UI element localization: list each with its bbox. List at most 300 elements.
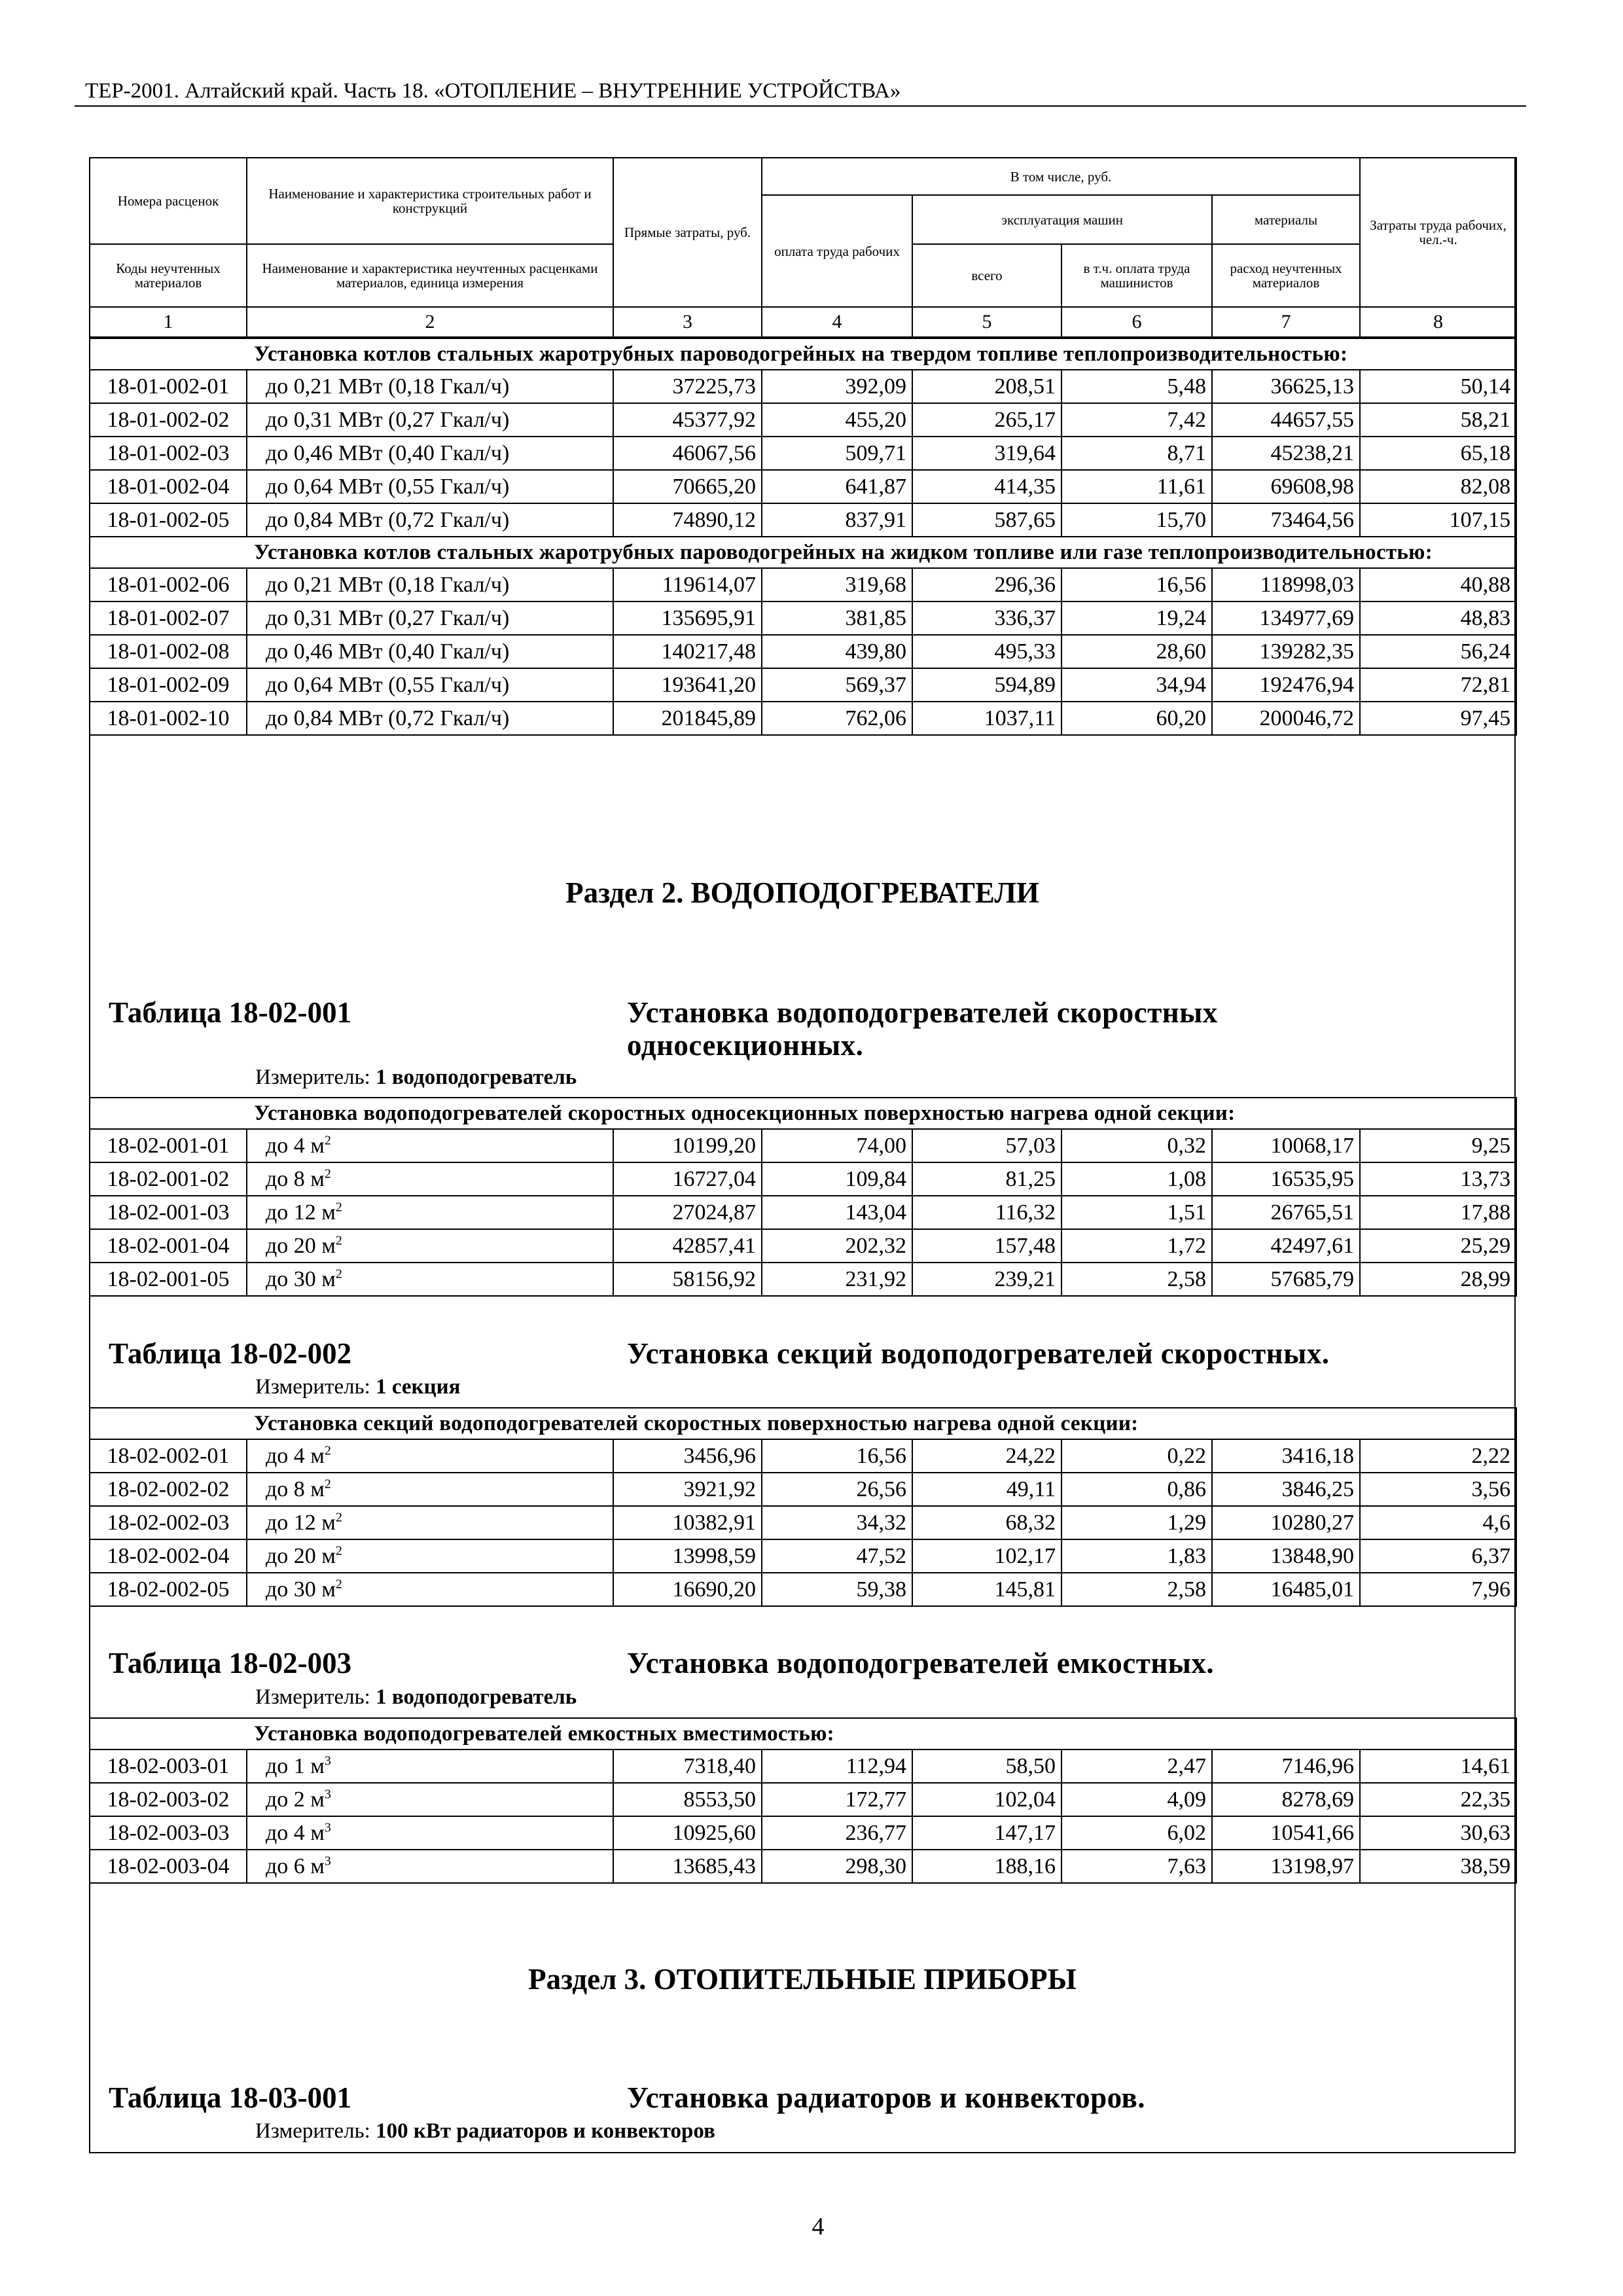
column-index: 4 — [762, 307, 912, 337]
header-uncounted-materials: расход неучтенных материалов — [1212, 244, 1360, 307]
header-rule — [75, 105, 1526, 107]
cell-value: 50,14 — [1360, 370, 1516, 403]
meter-label: Измеритель: — [255, 1685, 370, 1709]
cell-value: 134977,69 — [1212, 601, 1360, 635]
cell-description: до 0,46 МВт (0,40 Гкал/ч) — [247, 437, 613, 470]
meter-label: Измеритель: — [255, 1066, 370, 1089]
page-number: 4 — [812, 2213, 825, 2240]
cell-value: 10541,66 — [1212, 1816, 1360, 1850]
cell-description — [247, 1196, 613, 1229]
unit-exponent: 2 — [335, 1577, 342, 1592]
table-18-03-001-meter — [255, 2118, 715, 2144]
cell-value: 6,02 — [1061, 1816, 1212, 1850]
cell-value: 26,56 — [762, 1473, 912, 1506]
cell-value: 3921,92 — [613, 1473, 762, 1506]
column-index: 7 — [1212, 307, 1360, 337]
table-row — [90, 1196, 1516, 1229]
cell-description — [247, 1229, 613, 1263]
unit: м — [310, 1820, 325, 1845]
cell-value: 19,24 — [1061, 601, 1212, 635]
table-18-02-002-meter — [255, 1374, 460, 1400]
cell-value: 202,32 — [762, 1229, 912, 1263]
cell-description — [247, 1539, 613, 1573]
cell-code: 18-02-001-02 — [90, 1162, 247, 1196]
table-row — [90, 1539, 1516, 1573]
table-row — [90, 1573, 1516, 1606]
cell-value: 837,91 — [762, 503, 912, 537]
cell-code: 18-02-002-02 — [90, 1473, 247, 1506]
size-value: до 4 — [266, 1133, 305, 1158]
cell-value: 28,99 — [1360, 1263, 1516, 1296]
table-row — [90, 1473, 1516, 1506]
size-value: до 20 — [266, 1543, 316, 1568]
column-header — [89, 157, 1517, 338]
header-worker-pay: оплата труда рабочих — [762, 195, 912, 307]
cell-value: 139282,35 — [1212, 635, 1360, 668]
cell-value: 58156,92 — [613, 1263, 762, 1296]
cell-code: 18-02-003-04 — [90, 1850, 247, 1883]
cell-value: 147,17 — [912, 1816, 1061, 1850]
cell-description — [247, 1749, 613, 1783]
table-row — [90, 370, 1516, 403]
cell-code: 18-01-002-01 — [90, 370, 247, 403]
unit-exponent: 2 — [335, 1543, 342, 1558]
cell-value: 81,25 — [912, 1162, 1061, 1196]
cell-value: 8278,69 — [1212, 1783, 1360, 1816]
running-header: ТЕР-2001. Алтайский край. Часть 18. «ОТОПЛЕНИЕ – ВНУТРЕННИЕ УСТРОЙСТВА» — [85, 79, 901, 103]
cell-code: 18-01-002-02 — [90, 403, 247, 437]
cell-value: 5,48 — [1061, 370, 1212, 403]
cell-value: 236,77 — [762, 1816, 912, 1850]
cell-value: 34,32 — [762, 1506, 912, 1539]
table-18-02-001-title: Установка водоподогревателей скоростных односекционных. — [627, 996, 1218, 1062]
cell-description — [247, 1162, 613, 1196]
unit-exponent: 3 — [324, 1854, 331, 1869]
group-heading: Установка секций водоподогревателей скоростных поверхностью нагрева одной секции: — [90, 1408, 1516, 1439]
table-18-02-003-code: Таблица 18-02-003 — [109, 1647, 352, 1679]
cell-value: 13848,90 — [1212, 1539, 1360, 1573]
cell-value: 509,71 — [762, 437, 912, 470]
cell-value: 58,50 — [912, 1749, 1061, 1783]
unit: м — [310, 1166, 325, 1191]
size-value: до 4 — [266, 1820, 305, 1845]
size-value: до 12 — [266, 1200, 316, 1225]
cell-value: 10382,91 — [613, 1506, 762, 1539]
table-18-03-001-code: Таблица 18-03-001 — [109, 2081, 352, 2114]
cell-code: 18-02-001-01 — [90, 1129, 247, 1162]
cell-code: 18-02-002-01 — [90, 1439, 247, 1473]
cell-value: 102,17 — [912, 1539, 1061, 1573]
cell-value: 6,37 — [1360, 1539, 1516, 1573]
cell-value: 16690,20 — [613, 1573, 762, 1606]
size-value: до 4 — [266, 1443, 305, 1468]
cell-value: 47,52 — [762, 1539, 912, 1573]
table-row — [90, 437, 1516, 470]
table-row — [90, 1263, 1516, 1296]
cell-value: 569,37 — [762, 668, 912, 702]
unit: м — [310, 1477, 325, 1501]
unit-exponent: 3 — [324, 1820, 331, 1835]
group-heading-row — [90, 338, 1516, 370]
cell-value: 231,92 — [762, 1263, 912, 1296]
cell-code: 18-02-001-05 — [90, 1263, 247, 1296]
cell-value: 8553,50 — [613, 1783, 762, 1816]
size-value: до 8 — [266, 1166, 305, 1191]
cell-value: 1,83 — [1061, 1539, 1212, 1573]
cell-value: 319,64 — [912, 437, 1061, 470]
cell-value: 45377,92 — [613, 403, 762, 437]
table-18-02-002-title: Установка секций водоподогревателей скоростных. — [627, 1337, 1330, 1370]
cell-value: 65,18 — [1360, 437, 1516, 470]
cell-description: до 0,21 МВт (0,18 Гкал/ч) — [247, 568, 613, 601]
size-value: до 1 — [266, 1753, 305, 1778]
unit: м — [321, 1510, 336, 1535]
column-index: 1 — [90, 307, 247, 337]
column-index: 6 — [1061, 307, 1212, 337]
meter-value: 100 кВт радиаторов и конвекторов — [376, 2119, 715, 2143]
cell-value: 193641,20 — [613, 668, 762, 702]
cell-code: 18-01-002-06 — [90, 568, 247, 601]
cell-value: 265,17 — [912, 403, 1061, 437]
column-index: 3 — [613, 307, 762, 337]
cell-value: 0,22 — [1061, 1439, 1212, 1473]
cell-value: 68,32 — [912, 1506, 1061, 1539]
table-18-02-003-title: Установка водоподогревателей емкостных. — [627, 1647, 1215, 1679]
header-material-codes: Коды неучтенных материалов — [90, 244, 247, 307]
cell-value: 157,48 — [912, 1229, 1061, 1263]
cell-value: 172,77 — [762, 1783, 912, 1816]
cell-value: 3456,96 — [613, 1439, 762, 1473]
cell-value: 74,00 — [762, 1129, 912, 1162]
cell-value: 69608,98 — [1212, 470, 1360, 503]
unit-exponent: 2 — [335, 1266, 342, 1282]
cell-value: 46067,56 — [613, 437, 762, 470]
group-heading-row — [90, 1718, 1516, 1749]
header-work-name: Наименование и характеристика строительных работ и конструкций — [247, 158, 613, 244]
cell-description: до 0,31 МВт (0,27 Гкал/ч) — [247, 403, 613, 437]
column-index: 8 — [1360, 307, 1516, 337]
size-value: до 12 — [266, 1510, 316, 1535]
cell-value: 9,25 — [1360, 1129, 1516, 1162]
header-material-names: Наименование и характеристика неучтенных расценками материалов, единица измерения — [247, 244, 613, 307]
cell-value: 56,24 — [1360, 635, 1516, 668]
cell-value: 201845,89 — [613, 702, 762, 735]
cell-value: 414,35 — [912, 470, 1061, 503]
cell-value: 7,42 — [1061, 403, 1212, 437]
cell-value: 439,80 — [762, 635, 912, 668]
section-3-title: Раздел 3. ОТОПИТЕЛЬНЫЕ ПРИБОРЫ — [528, 1963, 1077, 1996]
cell-value: 594,89 — [912, 668, 1061, 702]
cell-code: 18-01-002-05 — [90, 503, 247, 537]
cell-value: 495,33 — [912, 635, 1061, 668]
unit-exponent: 2 — [324, 1133, 331, 1148]
unit-exponent: 2 — [335, 1200, 342, 1215]
table-18-02-001-code: Таблица 18-02-001 — [109, 996, 352, 1029]
cell-code: 18-02-003-01 — [90, 1749, 247, 1783]
meter-label: Измеритель: — [255, 1375, 370, 1399]
cell-value: 40,88 — [1360, 568, 1516, 601]
cell-description: до 0,31 МВт (0,27 Гкал/ч) — [247, 601, 613, 635]
cell-value: 42497,61 — [1212, 1229, 1360, 1263]
header-machines: эксплуатация машин — [912, 195, 1212, 244]
table-row — [90, 1129, 1516, 1162]
cell-code: 18-01-002-04 — [90, 470, 247, 503]
cell-description: до 0,84 МВт (0,72 Гкал/ч) — [247, 702, 613, 735]
size-value: до 30 — [266, 1266, 316, 1291]
table-18-02-003 — [89, 1717, 1517, 1884]
cell-value: 13685,43 — [613, 1850, 762, 1883]
cell-value: 48,83 — [1360, 601, 1516, 635]
cell-value: 13998,59 — [613, 1539, 762, 1573]
cell-value: 57685,79 — [1212, 1263, 1360, 1296]
group-heading: Установка водоподогревателей емкостных вместимостью: — [90, 1718, 1516, 1749]
cell-value: 38,59 — [1360, 1850, 1516, 1883]
cell-value: 30,63 — [1360, 1816, 1516, 1850]
unit-exponent: 2 — [324, 1166, 331, 1181]
table-row — [90, 1783, 1516, 1816]
cell-code: 18-02-002-03 — [90, 1506, 247, 1539]
cell-value: 37225,73 — [613, 370, 762, 403]
cell-value: 13198,97 — [1212, 1850, 1360, 1883]
meter-value: 1 секция — [376, 1375, 461, 1399]
cell-value: 27024,87 — [613, 1196, 762, 1229]
cell-code: 18-01-002-10 — [90, 702, 247, 735]
cell-value: 641,87 — [762, 470, 912, 503]
cell-value: 22,35 — [1360, 1783, 1516, 1816]
unit-exponent: 2 — [335, 1510, 342, 1525]
cell-description — [247, 1263, 613, 1296]
cell-value: 34,94 — [1061, 668, 1212, 702]
size-value: до 2 — [266, 1787, 305, 1812]
cell-value: 102,04 — [912, 1783, 1061, 1816]
column-index: 2 — [247, 307, 613, 337]
table-row — [90, 403, 1516, 437]
cell-value: 14,61 — [1360, 1749, 1516, 1783]
group-heading-row — [90, 1408, 1516, 1439]
cell-description — [247, 1783, 613, 1816]
cell-value: 2,47 — [1061, 1749, 1212, 1783]
cell-code: 18-02-003-03 — [90, 1816, 247, 1850]
cell-value: 42857,41 — [613, 1229, 762, 1263]
cell-value: 16727,04 — [613, 1162, 762, 1196]
cell-value: 24,22 — [912, 1439, 1061, 1473]
cell-value: 107,15 — [1360, 503, 1516, 537]
cell-value: 11,61 — [1061, 470, 1212, 503]
table-18-03-001-title: Установка радиаторов и конвекторов. — [627, 2081, 1146, 2114]
cell-value: 2,58 — [1061, 1263, 1212, 1296]
cell-value: 188,16 — [912, 1850, 1061, 1883]
cell-value: 145,81 — [912, 1573, 1061, 1606]
cell-description — [247, 1850, 613, 1883]
cell-value: 10925,60 — [613, 1816, 762, 1850]
cell-value: 296,36 — [912, 568, 1061, 601]
cell-value: 143,04 — [762, 1196, 912, 1229]
cell-value: 16,56 — [1061, 568, 1212, 601]
table-18-02-003-meter — [255, 1684, 577, 1710]
cell-value: 16535,95 — [1212, 1162, 1360, 1196]
size-value: до 20 — [266, 1233, 316, 1258]
cell-value: 4,6 — [1360, 1506, 1516, 1539]
cell-value: 140217,48 — [613, 635, 762, 668]
cell-value: 7,96 — [1360, 1573, 1516, 1606]
cell-code: 18-01-002-03 — [90, 437, 247, 470]
cell-value: 239,21 — [912, 1263, 1061, 1296]
cell-value: 49,11 — [912, 1473, 1061, 1506]
cell-value: 2,58 — [1061, 1573, 1212, 1606]
cell-value: 112,94 — [762, 1749, 912, 1783]
cell-value: 208,51 — [912, 370, 1061, 403]
unit-exponent: 3 — [324, 1787, 331, 1802]
cell-value: 25,29 — [1360, 1229, 1516, 1263]
cell-description — [247, 1439, 613, 1473]
unit: м — [310, 1753, 325, 1778]
cell-value: 15,70 — [1061, 503, 1212, 537]
cell-value: 28,60 — [1061, 635, 1212, 668]
cell-value: 44657,55 — [1212, 403, 1360, 437]
unit: м — [310, 1133, 325, 1158]
cell-description: до 0,21 МВт (0,18 Гкал/ч) — [247, 370, 613, 403]
cell-value: 16,56 — [762, 1439, 912, 1473]
cell-value: 1037,11 — [912, 702, 1061, 735]
table-row — [90, 668, 1516, 702]
table-18-02-001 — [89, 1097, 1517, 1297]
table-row — [90, 1439, 1516, 1473]
group-heading-row — [90, 537, 1516, 568]
cell-value: 36625,13 — [1212, 370, 1360, 403]
cell-code: 18-01-002-08 — [90, 635, 247, 668]
table-row — [90, 1749, 1516, 1783]
cell-value: 3416,18 — [1212, 1439, 1360, 1473]
cell-value: 762,06 — [762, 702, 912, 735]
table-row — [90, 702, 1516, 735]
group-heading: Установка водоподогревателей скоростных односекционных поверхностью нагрева одной секции: — [90, 1098, 1516, 1129]
table-row — [90, 503, 1516, 537]
cell-description: до 0,64 МВт (0,55 Гкал/ч) — [247, 668, 613, 702]
cell-description — [247, 1506, 613, 1539]
cell-value: 72,81 — [1360, 668, 1516, 702]
cell-value: 200046,72 — [1212, 702, 1360, 735]
unit-exponent: 2 — [324, 1477, 331, 1492]
cell-description: до 0,46 МВт (0,40 Гкал/ч) — [247, 635, 613, 668]
table-row — [90, 470, 1516, 503]
group-heading: Установка котлов стальных жаротрубных пароводогрейных на жидком топливе или газе теплопроизводительностью: — [90, 537, 1516, 568]
table-18-02-002-code: Таблица 18-02-002 — [109, 1337, 352, 1370]
cell-value: 587,65 — [912, 503, 1061, 537]
cell-value: 7,63 — [1061, 1850, 1212, 1883]
cell-description: до 0,84 МВт (0,72 Гкал/ч) — [247, 503, 613, 537]
cell-value: 135695,91 — [613, 601, 762, 635]
cell-value: 1,51 — [1061, 1196, 1212, 1229]
header-rate-number: Номера расценок — [90, 158, 247, 244]
cell-value: 116,32 — [912, 1196, 1061, 1229]
cell-value: 16485,01 — [1212, 1573, 1360, 1606]
cell-value: 10068,17 — [1212, 1129, 1360, 1162]
cell-value: 3846,25 — [1212, 1473, 1360, 1506]
cell-value: 319,68 — [762, 568, 912, 601]
table-row — [90, 1229, 1516, 1263]
unit-exponent: 2 — [335, 1233, 342, 1248]
cell-code: 18-02-003-02 — [90, 1783, 247, 1816]
cell-value: 70665,20 — [613, 470, 762, 503]
table-18-02-002 — [89, 1407, 1517, 1607]
cell-value: 17,88 — [1360, 1196, 1516, 1229]
unit: м — [321, 1266, 336, 1291]
cell-value: 0,32 — [1061, 1129, 1212, 1162]
table-row — [90, 1162, 1516, 1196]
cell-value: 8,71 — [1061, 437, 1212, 470]
cell-value: 97,45 — [1360, 702, 1516, 735]
cell-value: 7146,96 — [1212, 1749, 1360, 1783]
cell-code: 18-01-002-07 — [90, 601, 247, 635]
unit: м — [321, 1200, 336, 1225]
cell-value: 1,72 — [1061, 1229, 1212, 1263]
boilers-table — [89, 338, 1517, 736]
cell-value: 58,21 — [1360, 403, 1516, 437]
cell-value: 10199,20 — [613, 1129, 762, 1162]
cell-code: 18-02-002-05 — [90, 1573, 247, 1606]
table-row — [90, 601, 1516, 635]
cell-description — [247, 1573, 613, 1606]
table-row — [90, 1506, 1516, 1539]
cell-code: 18-01-002-09 — [90, 668, 247, 702]
header-including: В том числе, руб. — [762, 158, 1360, 195]
cell-value: 45238,21 — [1212, 437, 1360, 470]
meter-label: Измеритель: — [255, 2119, 370, 2143]
group-heading-row — [90, 1098, 1516, 1129]
cell-value: 13,73 — [1360, 1162, 1516, 1196]
cell-value: 4,09 — [1061, 1783, 1212, 1816]
cell-value: 109,84 — [762, 1162, 912, 1196]
cell-code: 18-02-001-04 — [90, 1229, 247, 1263]
table-row — [90, 635, 1516, 668]
section-2-title: Раздел 2. ВОДОПОДОГРЕВАТЕЛИ — [565, 876, 1039, 909]
cell-description — [247, 1473, 613, 1506]
table-18-02-001-meter — [255, 1064, 577, 1090]
cell-value: 192476,94 — [1212, 668, 1360, 702]
header-materials: материалы — [1212, 195, 1360, 244]
meter-value: 1 водоподогреватель — [376, 1685, 577, 1709]
cell-code: 18-02-002-04 — [90, 1539, 247, 1573]
unit: м — [321, 1233, 336, 1258]
cell-description: до 0,64 МВт (0,55 Гкал/ч) — [247, 470, 613, 503]
size-value: до 6 — [266, 1854, 305, 1878]
unit: м — [321, 1543, 336, 1568]
cell-value: 381,85 — [762, 601, 912, 635]
cell-value: 0,86 — [1061, 1473, 1212, 1506]
cell-value: 7318,40 — [613, 1749, 762, 1783]
size-value: до 30 — [266, 1577, 316, 1602]
cell-value: 26765,51 — [1212, 1196, 1360, 1229]
column-index: 5 — [912, 307, 1061, 337]
table-row — [90, 568, 1516, 601]
cell-code: 18-02-001-03 — [90, 1196, 247, 1229]
cell-value: 73464,56 — [1212, 503, 1360, 537]
unit: м — [310, 1854, 325, 1878]
table-row — [90, 1850, 1516, 1883]
cell-value: 10280,27 — [1212, 1506, 1360, 1539]
header-labor-hours: Затраты труда рабочих, чел.-ч. — [1360, 158, 1516, 307]
cell-description — [247, 1129, 613, 1162]
header-machines-total: всего — [912, 244, 1061, 307]
cell-description — [247, 1816, 613, 1850]
cell-value: 298,30 — [762, 1850, 912, 1883]
cell-value: 1,08 — [1061, 1162, 1212, 1196]
cell-value: 59,38 — [762, 1573, 912, 1606]
unit: м — [310, 1787, 325, 1812]
cell-value: 455,20 — [762, 403, 912, 437]
table-row — [90, 1816, 1516, 1850]
group-heading: Установка котлов стальных жаротрубных пароводогрейных на твердом топливе теплопроизводительностью: — [90, 338, 1516, 370]
